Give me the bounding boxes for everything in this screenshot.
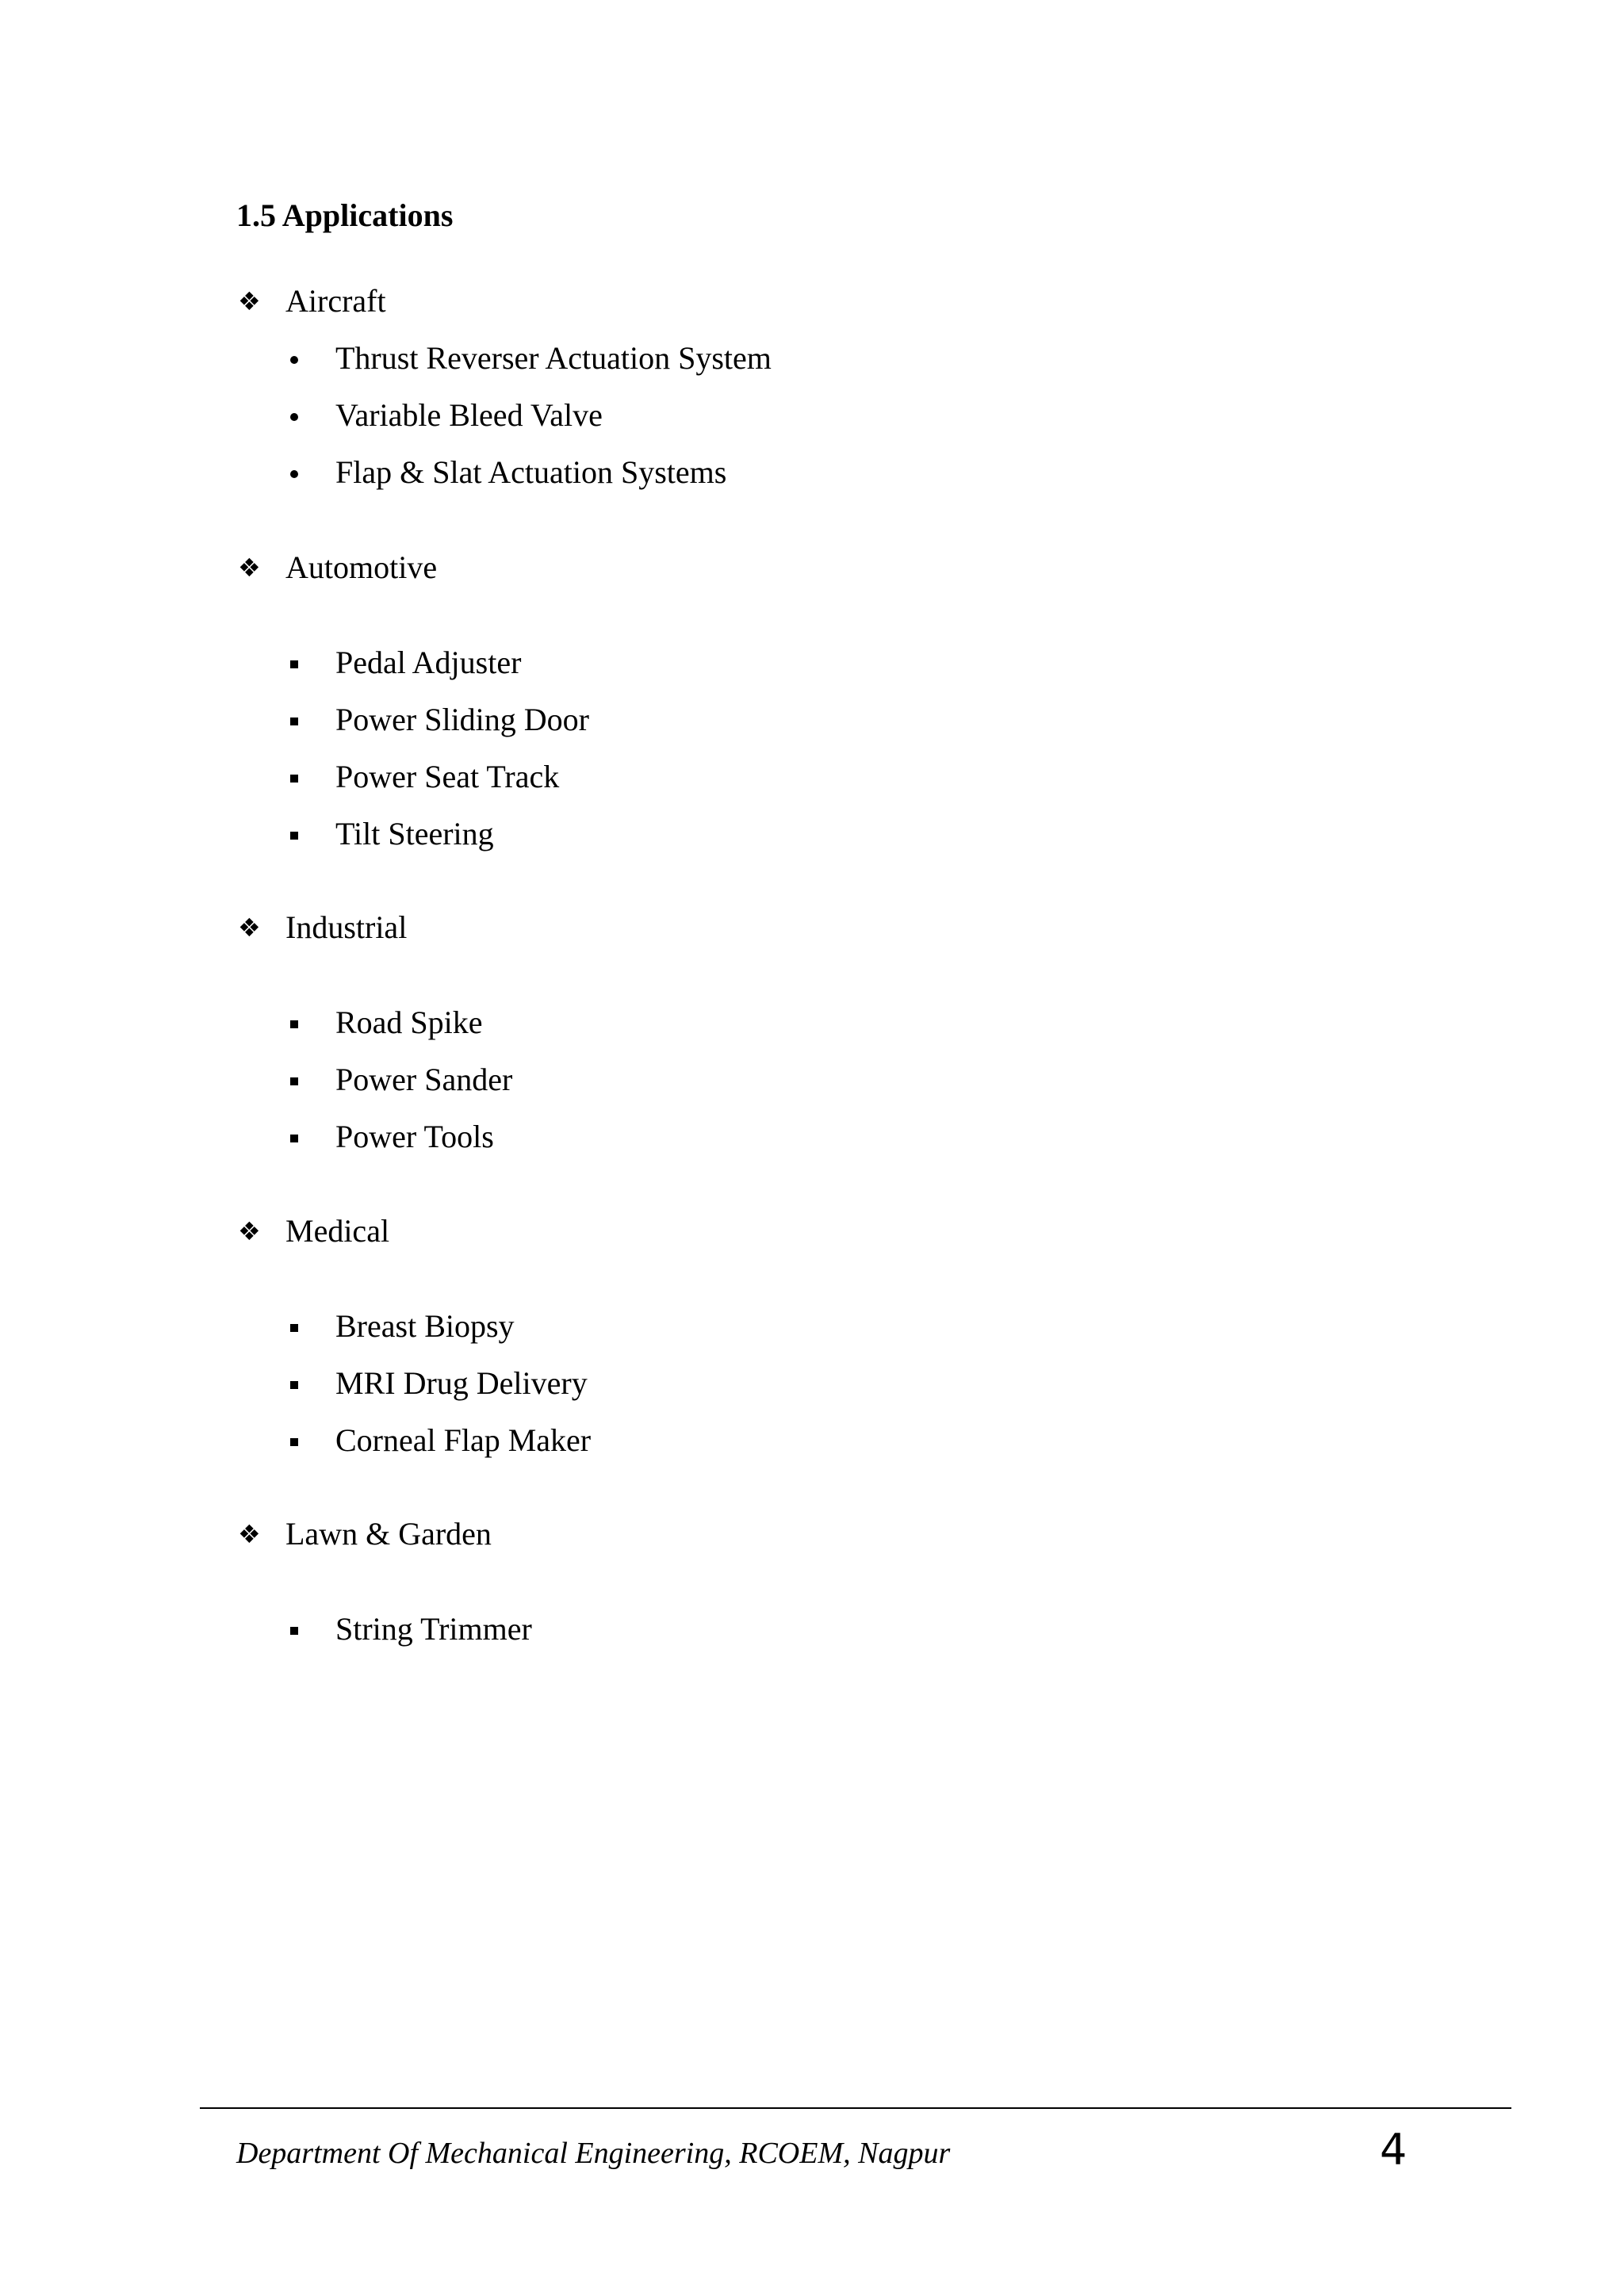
list-item bbox=[236, 755, 1426, 812]
section-title-row bbox=[236, 1512, 1426, 1556]
section-title-row bbox=[236, 905, 1426, 950]
list-item bbox=[236, 1058, 1426, 1115]
footer-divider bbox=[200, 2107, 1511, 2109]
list-item bbox=[236, 698, 1426, 755]
list-item bbox=[236, 1607, 1426, 1664]
diamond-bullet-icon: ❖ bbox=[238, 1519, 261, 1549]
sub-list bbox=[236, 1001, 1426, 1172]
list-item bbox=[236, 1418, 1426, 1475]
diamond-bullet-icon: ❖ bbox=[238, 553, 261, 583]
section-lawn-garden bbox=[236, 1512, 1426, 1664]
section-aircraft bbox=[236, 279, 1426, 507]
list-item bbox=[236, 336, 1426, 393]
list-item-label: Power Sander bbox=[335, 1062, 513, 1097]
list-item-label: Flap & Slat Actuation Systems bbox=[335, 454, 727, 490]
footer-department: Department Of Mechanical Engineering, RCOEM, Nagpur bbox=[236, 2137, 951, 2170]
square-bullet-icon bbox=[285, 1304, 301, 1349]
square-bullet-icon bbox=[285, 641, 301, 685]
square-bullet-icon bbox=[285, 1058, 301, 1102]
list-item-label: Road Spike bbox=[335, 1004, 483, 1040]
section-title-row bbox=[236, 1209, 1426, 1253]
square-bullet-icon bbox=[285, 1001, 301, 1045]
list-item-label: Power Seat Track bbox=[335, 759, 560, 794]
list-item-label: Corneal Flap Maker bbox=[335, 1422, 592, 1458]
page-number: 4 bbox=[1380, 2125, 1408, 2175]
sub-list bbox=[236, 336, 1426, 507]
list-item bbox=[236, 641, 1426, 698]
section-title: Aircraft bbox=[285, 283, 386, 319]
list-item-label: Breast Biopsy bbox=[335, 1308, 515, 1344]
section-title-row bbox=[236, 279, 1426, 323]
list-item-label: MRI Drug Delivery bbox=[335, 1365, 588, 1401]
list-item bbox=[236, 393, 1426, 450]
list-item-label: Power Tools bbox=[335, 1119, 494, 1154]
sub-list bbox=[236, 1607, 1426, 1664]
round-bullet-icon bbox=[285, 336, 301, 381]
diamond-bullet-icon: ❖ bbox=[238, 913, 261, 943]
sub-list bbox=[236, 1304, 1426, 1475]
list-item-label: Pedal Adjuster bbox=[335, 645, 522, 680]
section-title: Industrial bbox=[285, 909, 408, 945]
square-bullet-icon bbox=[285, 1115, 301, 1159]
list-item bbox=[236, 1361, 1426, 1418]
list-item-label: Thrust Reverser Actuation System bbox=[335, 340, 772, 376]
list-item bbox=[236, 450, 1426, 507]
list-item-label: Variable Bleed Valve bbox=[335, 397, 603, 433]
list-item-label: Tilt Steering bbox=[335, 816, 494, 851]
section-title: Automotive bbox=[285, 549, 438, 585]
section-title: Medical bbox=[285, 1213, 390, 1249]
section-title-row bbox=[236, 545, 1426, 590]
square-bullet-icon bbox=[285, 1607, 301, 1651]
square-bullet-icon bbox=[285, 698, 301, 742]
sub-list bbox=[236, 641, 1426, 869]
diamond-bullet-icon: ❖ bbox=[238, 286, 261, 316]
list-item bbox=[236, 1115, 1426, 1172]
square-bullet-icon bbox=[285, 812, 301, 856]
diamond-bullet-icon: ❖ bbox=[238, 1216, 261, 1246]
section-title: Lawn & Garden bbox=[285, 1516, 492, 1552]
section-automotive bbox=[236, 545, 1426, 869]
list-item bbox=[236, 812, 1426, 869]
list-item-label: Power Sliding Door bbox=[335, 702, 589, 737]
list-item bbox=[236, 1304, 1426, 1361]
list-item bbox=[236, 1001, 1426, 1058]
square-bullet-icon bbox=[285, 755, 301, 799]
page-heading: 1.5 Applications bbox=[236, 197, 454, 233]
square-bullet-icon bbox=[285, 1418, 301, 1463]
list-item-label: String Trimmer bbox=[335, 1611, 532, 1647]
round-bullet-icon bbox=[285, 393, 301, 438]
section-medical bbox=[236, 1209, 1426, 1475]
section-industrial bbox=[236, 905, 1426, 1172]
square-bullet-icon bbox=[285, 1361, 301, 1406]
round-bullet-icon bbox=[285, 450, 301, 495]
